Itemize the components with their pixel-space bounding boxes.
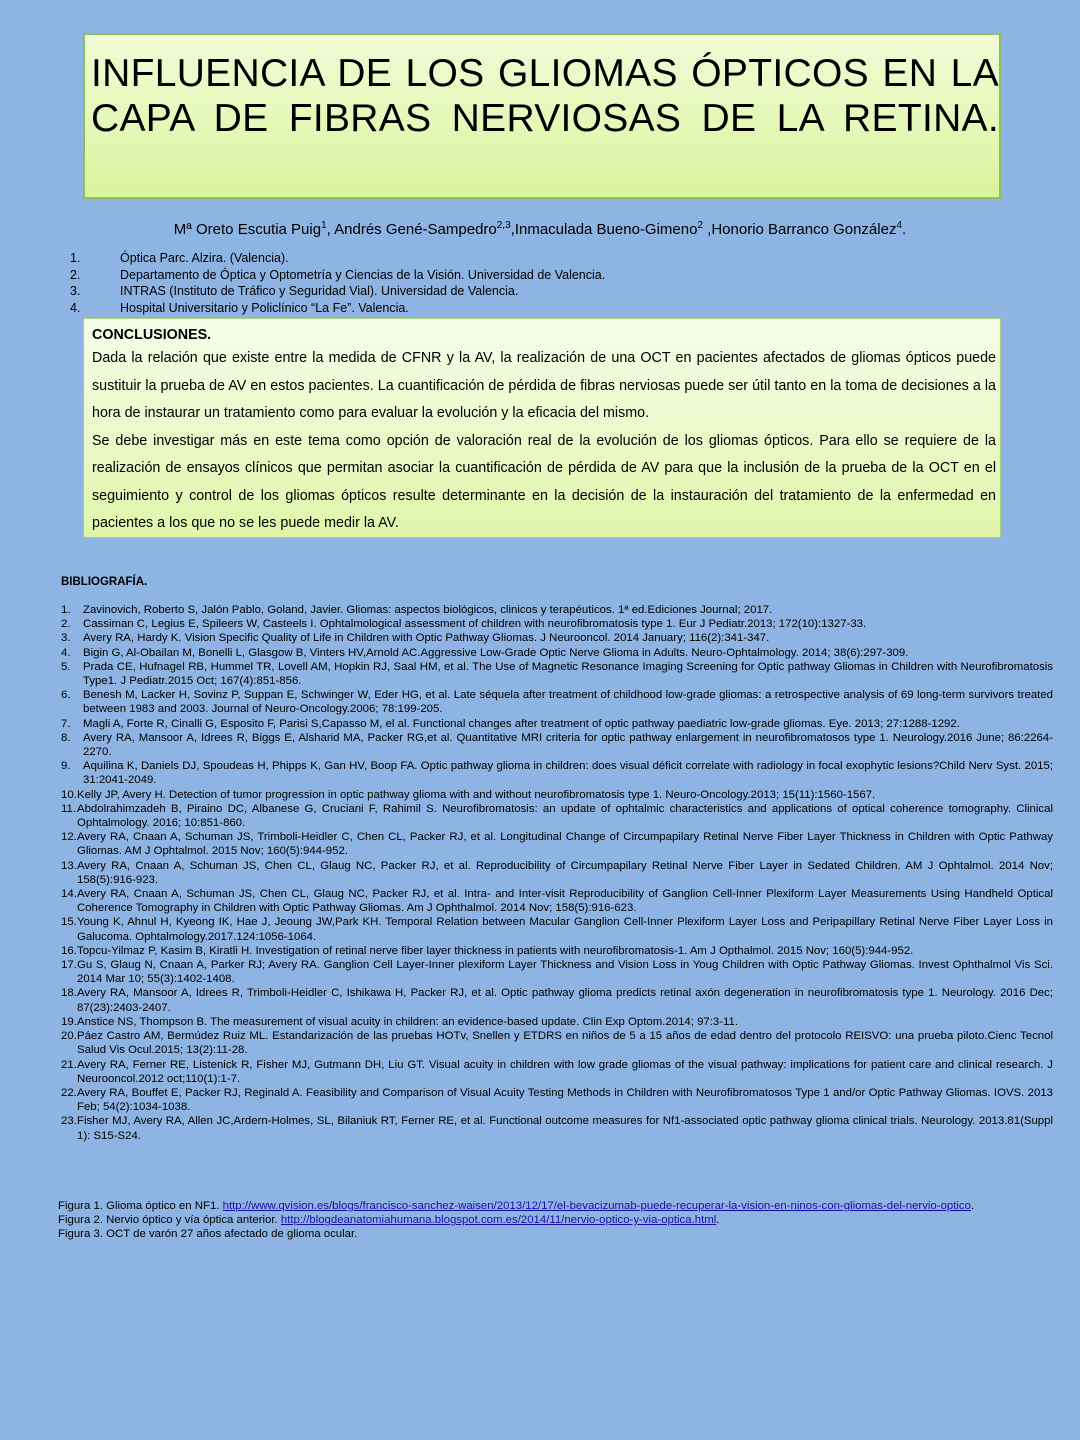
- reference-num: 15.: [61, 916, 77, 929]
- reference-item: [61, 1114, 1053, 1142]
- reference-text: Topcu-Yilmaz P, Kasim B, Kiratli H. Investigation of retinal nerve fiber layer thickness in patients with neurofibromatosis-1. Am J Opthalmol. 2015 Nov; 160(5):944-952.: [77, 944, 914, 957]
- reference-text: Prada CE, Hufnagel RB, Hummel TR, Lovell AM, Hopkin RJ, Saal HM, et al. The Use of Magnetic Resonance Imaging Screening for Optic pathway Gliomas in Children with Neurofibromatosis Type1. J Pediatr.2015 Oct; 167(4):851-856.: [83, 660, 1053, 688]
- reference-text: Kelly JP, Avery H. Detection of tumor progression in optic pathway glioma with and without neurofibromatosis type 1. Neuro-Oncology.2013; 15(11):1560-1567.: [77, 788, 876, 801]
- reference-text: Avery RA, Cnaan A, Schuman JS, Trimboli-Heidler C, Chen CL, Packer RJ, et al. Longitudinal Change of Circumpapilary Retinal Nerve Fiber Layer Thickness in Children with Optic Pathway Gliomas. AM J Ophtalmol. 2015 Nov; 160(5):944-952.: [77, 831, 1053, 858]
- references-list: [61, 603, 1053, 1143]
- conclusions-paragraph-1: Dada la relación que existe entre la medida de CFNR y la AV, la realización de una OCT en pacientes afectados de gliomas ópticos puede sustituir la prueba de AV en estos pacientes. La cuantificación de pérdida de fibras nerviosas puede ser útil tanto en la toma de decisiones a la hora de instaurar un tratamiento como para evaluar la evolución y la eficacia del mismo.: [92, 350, 996, 421]
- reference-text: Aquilina K, Daniels DJ, Spoudeas H, Phipps K, Gan HV, Boop FA. Optic pathway glioma in children: does visual déficit correlate with radiology in focal exophytic lesions?Child Nerv Syst. 2015; 31:2041-2049.: [83, 760, 1053, 787]
- reference-item: [61, 646, 1053, 660]
- reference-num: 2.: [61, 618, 71, 631]
- reference-num: 14.: [61, 888, 77, 901]
- affiliation-num: 3.: [70, 284, 81, 298]
- reference-item: [61, 1058, 1053, 1086]
- figure-caption-tail: .: [970, 1200, 975, 1212]
- reference-text: Abdolrahimzadeh B, Piraino DC, Albanese G, Cruciani F, Rahimil S. Neurofibromatosis: an update of ophtalmic characteristics and applications of optical coherence tomography. Clinical Ophtalmology. 2016; 10:851-860.: [77, 802, 1053, 830]
- affiliation-item: [70, 267, 770, 284]
- reference-num: 4.: [61, 646, 71, 659]
- reference-item: [61, 802, 1053, 830]
- reference-text: Fisher MJ, Avery RA, Allen JC,Ardern-Holmes, SL, Bilaniuk RT, Ferner RE, et al. Functional outcome measures for Nf1-associated optic pathway glioma clinical trials. Neurology. 2013.81(Suppl 1): S15-S24.: [77, 1115, 1053, 1142]
- author-sep: .: [902, 221, 907, 238]
- affiliation-num: 4.: [70, 300, 81, 315]
- reference-item: [61, 660, 1053, 688]
- title-line-2: CAPA DE FIBRAS NERVIOSAS DE LA RETINA.: [91, 97, 999, 140]
- author: Inmaculada Bueno-Gimeno: [514, 221, 698, 238]
- reference-num: 8.: [61, 731, 71, 744]
- author-sup: 1: [321, 220, 327, 231]
- figure-caption-tail: .: [716, 1214, 720, 1227]
- reference-text: Cassiman C, Legius E, Spileers W, Casteels I. Ophtalmological assessment of children with neurofibromatosis type 1. Eur J Pediatr.2013; 172(10):1327-33.: [83, 618, 867, 631]
- reference-text: Avery RA, Hardy K. Vision Specific Quality of Life in Children with Optic Pathway Gliomas. J Neurooncol. 2014 January; 116(2):341-347.: [83, 632, 770, 645]
- affiliation-text: Hospital Universitario y Policlínico “La Fe”. Valencia.: [120, 300, 409, 315]
- reference-item: [61, 617, 1053, 631]
- author-sep: ,: [703, 221, 712, 238]
- author: Honorio Barranco González: [711, 221, 897, 238]
- title-line-1: INFLUENCIA DE LOS GLIOMAS ÓPTICOS EN LA: [91, 52, 999, 95]
- author: Mª Oreto Escutia Puig: [173, 221, 322, 238]
- reference-text: Avery RA, Bouffet E, Packer RJ, Reginald A. Feasibility and Comparison of Visual Acuity Testing Methods in Children with Neurofibromatosos Type 1 and/or Optic Pathway Gliomas. IOVS. 2013 Feb; 54(2):1034-1038.: [77, 1086, 1053, 1114]
- affiliation-text: INTRAS (Instituto de Tráfico y Seguridad Vial). Universidad de Valencia.: [120, 284, 519, 298]
- figure-source-link[interactable]: http://www.qvision.es/blogs/francisco-sanchez-waisen/2013/12/17/el-bevacizumab-puede-recuperar-la-vision-en-ninos-con-gliomas-del-nervio-optico: [222, 1200, 971, 1212]
- affiliation-text: Óptica Parc. Alzira. (Valencia).: [120, 251, 289, 265]
- figure-source-link[interactable]: http://blogdeanatomiahumana.blogspot.com.es/2014/11/nervio-optico-y-via-optica.html: [280, 1214, 717, 1227]
- author-sup: 2,3: [496, 220, 511, 231]
- authors: [0, 220, 1080, 238]
- reference-num: 9.: [61, 760, 71, 773]
- reference-text: Gu S, Glaug N, Cnaan A, Parker RJ; Avery RA. Ganglion Cell Layer-Inner plexiform Layer Thickness and Vision Loss in Youg Children with Optic Pathway Gliomas. Invest Ophthalmol Vis Sci. 2014 Mar 10; 55(3):1402-1408.: [77, 959, 1053, 986]
- reference-item: [61, 958, 1053, 986]
- reference-num: 12.: [61, 831, 77, 844]
- figure-caption: [58, 1227, 1048, 1241]
- reference-item: [61, 1029, 1053, 1057]
- reference-text: Avery RA, Mansoor A, Idrees R, Biggs E, Alsharid MA, Packer RG,et al. Quantitative MRI criteria for optic pathway enlargement in neurofibromatosos type 1. Neurology.2016 June; 86:2264-2270.: [83, 731, 1053, 759]
- author-sup: 2: [697, 220, 703, 231]
- figure-caption: [58, 1199, 1048, 1213]
- reference-item: [61, 731, 1053, 759]
- reference-num: 21.: [61, 1058, 77, 1071]
- reference-item: [61, 603, 1053, 617]
- reference-item: [61, 759, 1053, 787]
- affiliation-item: [70, 300, 770, 317]
- reference-item: [61, 944, 1053, 958]
- reference-num: 11.: [61, 802, 76, 815]
- reference-text: Avery RA, Ferner RE, Listenick R, Fisher MJ, Gutmann DH, Liu GT. Visual acuity in children with low grade gliomas of the visual pathway: implications for patient care and clinical research. J Neurooncol.2012 oct;110(1):1-7.: [77, 1058, 1053, 1085]
- poster-title: [91, 51, 999, 141]
- reference-num: 5.: [61, 660, 71, 673]
- reference-text: Avery RA, Cnaan A, Schuman JS, Chen CL, Glaug NC, Packer RJ, et al. Reproducibility of Circumpapilary Retinal Nerve Fiber Layer in Sedated Children. AM J Ophtalmol. 2014 Nov; 158(5):916-923.: [77, 859, 1053, 886]
- affiliation-text: Departamento de Óptica y Optometría y Ciencias de la Visión. Universidad de Valencia.: [120, 267, 606, 282]
- reference-text: Young K, Ahnul H, Kyeong IK, Hae J, Jeoung JW,Park KH. Temporal Relation between Macular Ganglion Cell-Inner Plexiform Layer Loss and Peripapillary Retinal Nerve Fiber Layer Loss in Galucoma. Ophtalmology.2017.124:1056-1064.: [77, 916, 1053, 943]
- reference-text: Avery RA, Cnaan A, Schuman JS, Chen CL, Glaug NC, Packer RJ, et al. Intra- and Inter-visit Reproducibility of Ganglion Cell-Inner Plexiform Layer Measurements Using Handheld Optical Coherence Tomography in Children with Optic Pathway Gliomas. Am J Ophthalmol. 2014 Nov; 158(5):916-623.: [77, 888, 1053, 915]
- reference-num: 19.: [61, 1015, 77, 1028]
- reference-item: [61, 688, 1053, 716]
- reference-num: 13.: [61, 859, 77, 872]
- reference-text: Benesh M, Lacker H, Sovinz P, Suppan E, Schwinger W, Eder HG, et al. Late séquela after treatment of childhood low-grade gliomas: a retrospective analysis of 69 long-term survivors treated between 1983 and 2003. Journal of Neuro-Oncology.2006; 78:199-205.: [83, 689, 1053, 716]
- reference-item: [61, 788, 1053, 802]
- reference-num: 16.: [61, 944, 77, 957]
- reference-text: Magli A, Forte R, Cinalli G, Esposito F, Parisi S,Capasso M, el al. Functional changes after treatment of optic pathway paediatric low-grade gliomas. Eye. 2013; 27:1288-1292.: [83, 717, 960, 730]
- reference-text: Zavinovich, Roberto S, Jalón Pablo, Goland, Javier. Gliomas: aspectos biológicos, clinicos y terapéuticos. 1ª ed.Ediciones Journal; 2017.: [83, 604, 773, 616]
- reference-item: [61, 859, 1053, 887]
- reference-item: [61, 1015, 1053, 1029]
- reference-num: 18.: [61, 987, 77, 1000]
- reference-num: 6.: [61, 689, 71, 702]
- reference-item: [61, 915, 1053, 943]
- affiliation-num: 2.: [70, 267, 81, 282]
- conclusions-box: [83, 318, 1001, 538]
- figure-caption-label: Figura 2. Nervio óptico y vía óptica anterior.: [58, 1214, 281, 1227]
- bibliography-heading: BIBLIOGRAFÍA.: [61, 576, 148, 588]
- figure-captions: [58, 1199, 1048, 1242]
- reference-item: [61, 631, 1053, 645]
- affiliation-item: [70, 250, 770, 267]
- reference-text: Bigin G, Al-Obailan M, Bonelli L, Glasgow B, Vinters HV,Arnold AC.Aggressive Low-Grade Optic Nerve Glioma in Adults. Neuro-Ophtalmology. 2014; 38(6):297-309.: [83, 646, 909, 659]
- author-sep: ,: [326, 221, 335, 238]
- reference-num: 7.: [61, 717, 71, 730]
- reference-text: Avery RA, Mansoor A, Idrees R, Trimboli-Heidler C, Ishikawa H, Packer RJ, et al. Optic pathway glioma predicts retinal axón degeneration in neurofibromatosis type 1. Neurology. 2016 Dec; 87(23):2403-2407.: [77, 987, 1053, 1014]
- reference-num: 20.: [61, 1030, 77, 1043]
- affiliations-list: [70, 250, 770, 316]
- reference-text: Páez Castro AM, Bermúdez Ruiz ML. Estandarización de las pruebas HOTv, Snellen y ETDRS en niños de 5 a 15 años de edad dentro del protocolo REISVO: una prueba piloto.Cienc Tecnol Salud Vis Ocul.2015; 13(2):11-28.: [77, 1030, 1053, 1057]
- reference-num: 17.: [61, 959, 77, 972]
- figure-caption-label: Figura 1. Glioma óptico en NF1.: [58, 1200, 223, 1212]
- author-sup: 4: [896, 220, 903, 231]
- reference-num: 23.: [61, 1115, 77, 1128]
- affiliation-item: [70, 283, 770, 300]
- author-sep: ,: [510, 221, 515, 238]
- reference-num: 1.: [61, 604, 71, 616]
- author: Andrés Gené-Sampedro: [334, 221, 497, 238]
- conclusions-paragraph-2: Se debe investigar más en este tema como opción de valoración real de la evolución de los gliomas ópticos. Para ello se requiere de la realización de ensayos clínicos que permitan asociar la cuantificación de pérdida de AV para que la inclusión de la prueba de la OCT en el seguimiento y control de los gliomas ópticos resulte determinante en la decisión de la instauración del tratamiento de la enfermedad en pacientes a los que no se les puede medir la AV.: [92, 432, 996, 531]
- figure-caption-label: Figura 3. OCT de varón 27 años afectado de glioma ocular.: [58, 1228, 358, 1241]
- reference-item: [61, 830, 1053, 858]
- affiliation-num: 1.: [70, 251, 81, 265]
- conclusions-heading: CONCLUSIONES.: [92, 327, 212, 343]
- reference-item: [61, 1086, 1053, 1114]
- reference-num: 10.: [61, 788, 77, 801]
- figure-caption: [58, 1213, 1048, 1227]
- reference-num: 3.: [61, 632, 71, 645]
- reference-item: [61, 717, 1053, 731]
- reference-item: [61, 986, 1053, 1014]
- reference-text: Anstice NS, Thompson B. The measurement of visual acuity in children: an evidence-based update. Clin Exp Optom.2014; 97:3-11.: [77, 1015, 739, 1028]
- title-box: [83, 33, 1001, 199]
- reference-item: [61, 887, 1053, 915]
- reference-num: 22.: [61, 1086, 77, 1099]
